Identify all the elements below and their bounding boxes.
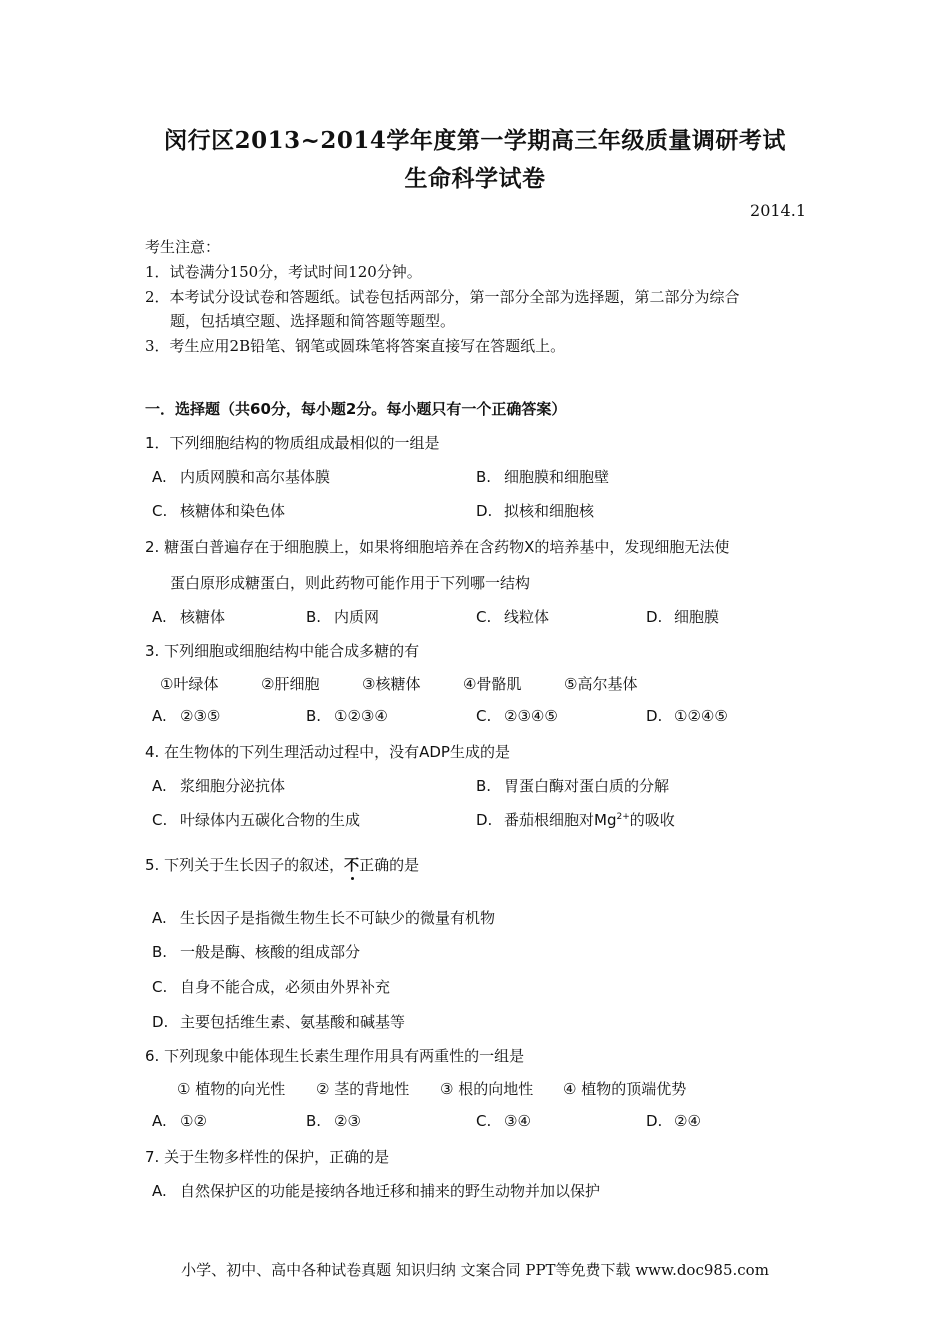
exam-subtitle: 生命科学试卷: [404, 165, 546, 192]
q3-item-5: ⑤高尔基体: [564, 675, 638, 693]
section-title: 一．选择题（共60分，每小题2分。每小题只有一个正确答案）: [145, 400, 567, 418]
q6-option-b: B. ②③: [306, 1112, 361, 1130]
emphasis-not: 不: [344, 856, 360, 874]
question-7-stem: 7. 关于生物多样性的保护，正确的是: [145, 1148, 390, 1166]
q4-option-d: D. 番茄根细胞对$Mg^{2+}$的吸收: [476, 811, 675, 829]
q3-option-c: C. ②③④⑤: [476, 707, 558, 725]
question-6-stem: 6. 下列现象中能体现生长素生理作用具有两重性的一组是: [145, 1047, 525, 1065]
q6-item-2: ② 茎的背地性: [316, 1080, 410, 1098]
question-2-stem-cont: 蛋白原形成糖蛋白，则此药物可能作用于下列哪一结构: [170, 574, 531, 592]
q6-item-3: ③ 根的向地性: [440, 1080, 534, 1098]
q2-option-b: B. 内质网: [306, 608, 380, 626]
q4-option-b: B. 胃蛋白酶对蛋白质的分解: [476, 777, 670, 795]
q6-item-4: ④ 植物的顶端优势: [563, 1080, 687, 1098]
q3-item-2: ②肝细胞: [261, 675, 320, 693]
q6-item-1: ① 植物的向光性: [177, 1080, 286, 1098]
question-2-stem: 2. 糖蛋白普遍存在于细胞膜上，如果将细胞培养在含药物X的培养基中，发现细胞无法使: [145, 538, 730, 556]
question-4-stem: 4. 在生物体的下列生理活动过程中，没有ADP生成的是: [145, 743, 510, 761]
note-1: 1．试卷满分150分，考试时间120分钟。: [145, 263, 422, 281]
q2-option-c: C. 线粒体: [476, 608, 550, 626]
q3-item-3: ③核糖体: [362, 675, 421, 693]
question-5-stem: 5. 下列关于生长因子的叙述，不正确的是: [145, 856, 420, 874]
q1-option-d: D. 拟核和细胞核: [476, 502, 595, 520]
q2-option-d: D. 细胞膜: [646, 608, 720, 626]
question-1-stem: 1．下列细胞结构的物质组成最相似的一组是: [145, 434, 440, 452]
q6-option-c: C. ③④: [476, 1112, 531, 1130]
footer-text: 小学、初中、高中各种试卷真题 知识归纳 文案合同 PPT等免费下载 www.doc985.com: [181, 1261, 769, 1279]
q5-option-c: C. 自身不能合成，必须由外界补充: [152, 978, 391, 996]
note-2: 2．本考试分设试卷和答题纸。试卷包括两部分，第一部分全部为选择题，第二部分为综合: [145, 288, 740, 306]
q3-option-d: D. ①②④⑤: [646, 707, 728, 725]
exam-title: 闵行区2013~2014学年度第一学期高三年级质量调研考试: [164, 127, 786, 154]
q5-option-b: B. 一般是酶、核酸的组成部分: [152, 943, 361, 961]
notes-heading: 考生注意：: [145, 238, 221, 256]
question-3-stem: 3. 下列细胞或细胞结构中能合成多糖的有: [145, 642, 420, 660]
q1-option-b: B. 细胞膜和细胞壁: [476, 468, 610, 486]
q3-item-4: ④骨骼肌: [463, 675, 522, 693]
q4-option-a: A. 浆细胞分泌抗体: [152, 777, 286, 795]
q6-option-a: A. ①②: [152, 1112, 207, 1130]
q6-option-d: D. ②④: [646, 1112, 701, 1130]
q3-option-a: A. ②③⑤: [152, 707, 221, 725]
note-2-cont: 题，包括填空题、选择题和简答题等题型。: [170, 312, 456, 330]
q3-item-1: ①叶绿体: [160, 675, 219, 693]
q5-option-a: A. 生长因子是指微生物生长不可缺少的微量有机物: [152, 909, 496, 927]
q3-option-b: B. ①②③④: [306, 707, 388, 725]
q5-option-d: D. 主要包括维生素、氨基酸和碱基等: [152, 1013, 406, 1031]
q1-option-c: C. 核糖体和染色体: [152, 502, 286, 520]
exam-date: 2014.1: [750, 201, 806, 220]
q2-option-a: A. 核糖体: [152, 608, 226, 626]
q7-option-a: A. 自然保护区的功能是接纳各地迁移和捕来的野生动物并加以保护: [152, 1182, 601, 1200]
q1-option-a: A. 内质网膜和高尔基体膜: [152, 468, 331, 486]
q4-option-c: C. 叶绿体内五碳化合物的生成: [152, 811, 361, 829]
note-3: 3．考生应用2B铅笔、钢笔或圆珠笔将答案直接写在答题纸上。: [145, 337, 566, 355]
